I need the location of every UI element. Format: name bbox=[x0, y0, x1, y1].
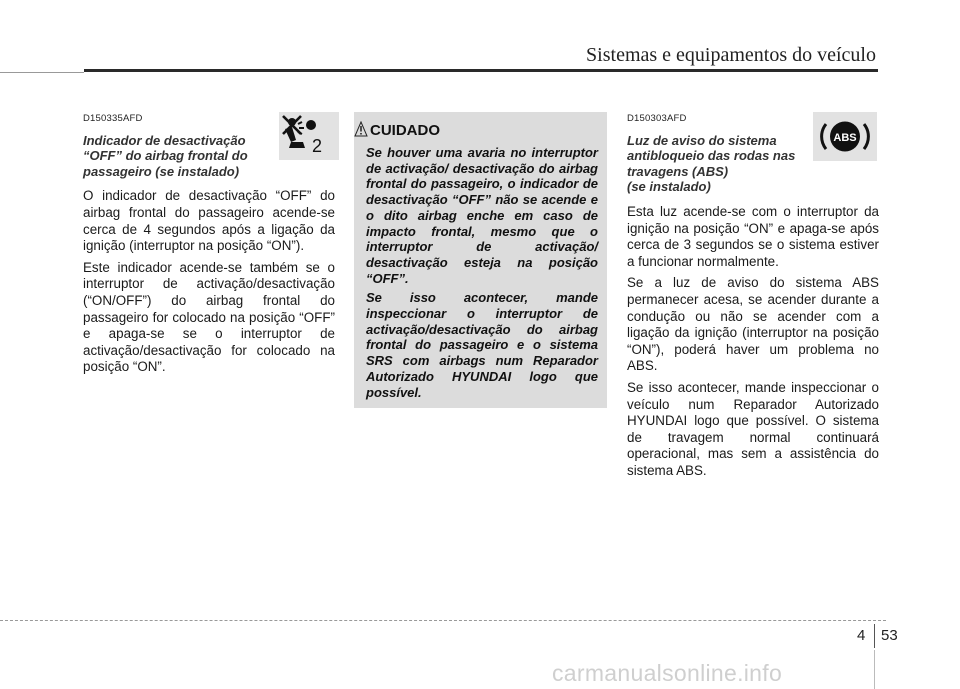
caution-text bbox=[366, 145, 598, 404]
heading-line: (se instalado) bbox=[627, 179, 711, 195]
warning-triangle-icon bbox=[354, 121, 368, 138]
section-code: D150303AFD bbox=[627, 113, 687, 124]
page-vertical-line bbox=[874, 650, 875, 689]
paragraph: Este indicador acende-se também se o interruptor de activação/desactivação (“ON/OFF”) do airbag frontal do passageiro for colocado na posição “OFF” e apaga-se se o interruptor de activação/desactivação for colocado na posição “ON”. bbox=[83, 259, 335, 375]
header-title: Sistemas e equipamentos do veículo bbox=[586, 44, 876, 66]
heading-line: passageiro (se instalado) bbox=[83, 163, 240, 179]
page-number: 53 bbox=[881, 627, 898, 644]
left-column bbox=[83, 111, 335, 381]
svg-text:2: 2 bbox=[312, 136, 323, 156]
heading-line: Luz de aviso do sistema bbox=[627, 132, 777, 148]
footer-rule bbox=[0, 620, 886, 622]
chapter-number: 4 bbox=[857, 627, 866, 644]
page-separator bbox=[874, 624, 875, 648]
caution-paragraph: Se isso acontecer, mande inspeccionar o interruptor de activação/desactivação do airbag frontal do passageiro e o sistema SRS com airbags num Reparador Autorizado HYUNDAI logo que possível. bbox=[366, 290, 598, 400]
paragraph: O indicador de desactivação “OFF” do airbag frontal do passageiro acende-se cerca de 4 segundos após a ligação da ignição (interruptor na posição “ON”). bbox=[83, 188, 335, 254]
header-rule bbox=[84, 69, 878, 72]
heading-line: “OFF” do airbag frontal do bbox=[83, 148, 248, 164]
heading-line: antibloqueio das rodas nas bbox=[627, 148, 796, 164]
heading-line: travagens (ABS) bbox=[627, 163, 729, 179]
caution-box bbox=[354, 112, 607, 408]
heading-line: Indicador de desactivação bbox=[83, 132, 246, 148]
header-rule-left bbox=[0, 72, 84, 73]
paragraph: Se isso acontecer, mande inspeccionar o veículo num Reparador Autorizado HYUNDAI logo que possível. O sistema de travagem normal continuará operacional, mas sem a assistência do sistema ABS. bbox=[627, 379, 879, 478]
caution-title: CUIDADO bbox=[370, 122, 440, 139]
section-heading bbox=[83, 133, 273, 180]
right-column bbox=[627, 111, 879, 484]
paragraph: Se a luz de aviso do sistema ABS permanecer acesa, se acender durante a condução ou não se acender com a ligação da ignição (interruptor na posição “ON”), poderá haver um problema no ABS. bbox=[627, 275, 879, 374]
section-code: D150335AFD bbox=[83, 113, 143, 124]
section-heading bbox=[627, 133, 817, 195]
caution-paragraph: Se houver uma avaria no interruptor de activação/ desactivação do airbag frontal do passageiro, o indicador de desactivação “OFF” não se acende e o dito airbag enche em caso de impacto frontal, mesmo que o interruptor de activação/ desactivação esteja na posição “OFF”. bbox=[366, 145, 598, 286]
paragraph: Esta luz acende-se com o interruptor da ignição na posição “ON” e apaga-se após cerca de 3 segundos se o sistema estiver a funcionar normalmente. bbox=[627, 203, 879, 269]
watermark: carmanualsonline.info bbox=[552, 660, 783, 686]
abs-icon-text: ABS bbox=[833, 132, 857, 144]
